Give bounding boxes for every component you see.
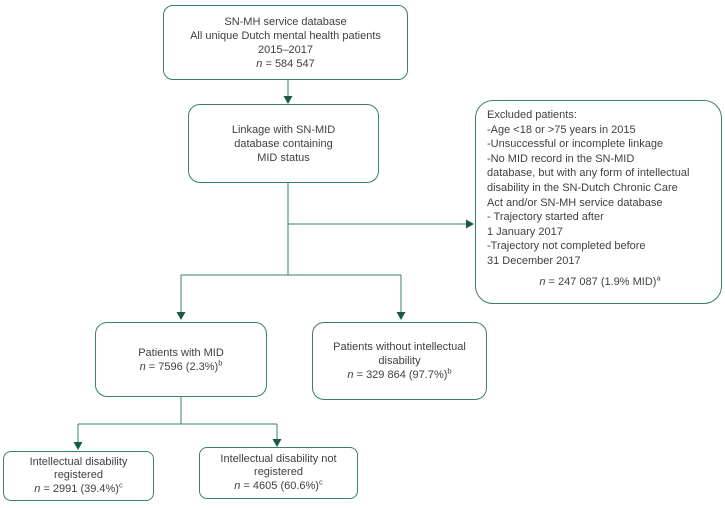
node-text-line: -Trajectory not completed before [487, 240, 646, 253]
node-text-line: Excluded patients: [487, 109, 577, 121]
node-text-line: All unique Dutch mental health patients [190, 29, 381, 42]
node-n-value [347, 368, 451, 382]
n-number: = 329 864 (97.7%) [353, 369, 448, 381]
node-n-value [234, 477, 323, 494]
node-text-line: registered [54, 469, 103, 482]
n-number: = 2991 (39.4%) [40, 482, 119, 495]
n-number: = 247 087 (1.9% MID) [545, 275, 657, 288]
n-number: = 4605 (60.6%) [240, 479, 319, 492]
node-text-line: -Age <18 or >75 years in 2015 [487, 123, 636, 136]
node-text-line: SN-MH service database [224, 15, 347, 28]
node-text-line: Patients without intellectual [333, 341, 466, 353]
node-linkage [188, 104, 379, 183]
node-text-line: Linkage with SN-MID [231, 123, 336, 136]
node-text-line: 31 December 2017 [487, 254, 581, 267]
node-text-line: - Trajectory started after [487, 211, 604, 224]
node-text-line: disability [378, 355, 421, 367]
connector-to-excluded [288, 220, 474, 229]
node-intellectual-disability-not-registered [199, 447, 358, 499]
node-source-database [163, 5, 408, 80]
node-text-line: -No MID record in the SN-MID [487, 152, 635, 165]
footnote-marker: b [447, 366, 452, 376]
node-text-line: 1 January 2017 [487, 225, 563, 238]
node-n-value [256, 57, 314, 71]
footnote-marker: b [218, 357, 223, 367]
footnote-marker: a [656, 272, 661, 282]
node-excluded-patients [475, 100, 722, 304]
node-intellectual-disability-registered [3, 451, 154, 501]
connector-source-to-linkage [284, 80, 293, 104]
node-text-line: database containing [234, 137, 333, 150]
node-text-line: registered [254, 466, 303, 479]
footnote-marker: c [318, 477, 323, 487]
connector-to-registered [74, 424, 83, 450]
n-symbol: n [234, 479, 241, 492]
node-text-line: -Unsuccessful or incomplete linkage [487, 138, 664, 151]
n-symbol: n [139, 360, 146, 373]
node-patients-without-intellectual-disability [312, 322, 487, 400]
connector-to-not-registered [273, 424, 282, 447]
n-symbol: n [347, 369, 354, 381]
node-text-line: Patients with MID [138, 346, 224, 359]
n-number: = 584 547 [262, 57, 315, 70]
n-number: = 7596 (2.3%) [145, 360, 219, 373]
node-text-line: MID status [257, 151, 310, 164]
node-text-line: 2015–2017 [257, 43, 314, 56]
node-text-line: Act and/or SN-MH service database [487, 196, 663, 209]
node-patients-with-mid [95, 322, 267, 397]
connector-to-without-id [397, 275, 406, 320]
node-n-value [139, 357, 223, 374]
node-text-line: Intellectual disability [29, 455, 128, 468]
n-symbol: n [34, 482, 41, 495]
node-text-line: disability in the SN-Dutch Chronic Care [487, 181, 678, 194]
node-text-line: database, but with any form of intellectual [487, 167, 690, 180]
node-n-value [34, 480, 123, 497]
footnote-marker: c [118, 480, 123, 490]
node-text-line: Intellectual disability not [220, 452, 337, 465]
connector-to-with-mid [177, 275, 186, 320]
node-n-value [487, 272, 713, 290]
n-symbol: n [539, 275, 546, 288]
n-symbol: n [256, 57, 263, 70]
